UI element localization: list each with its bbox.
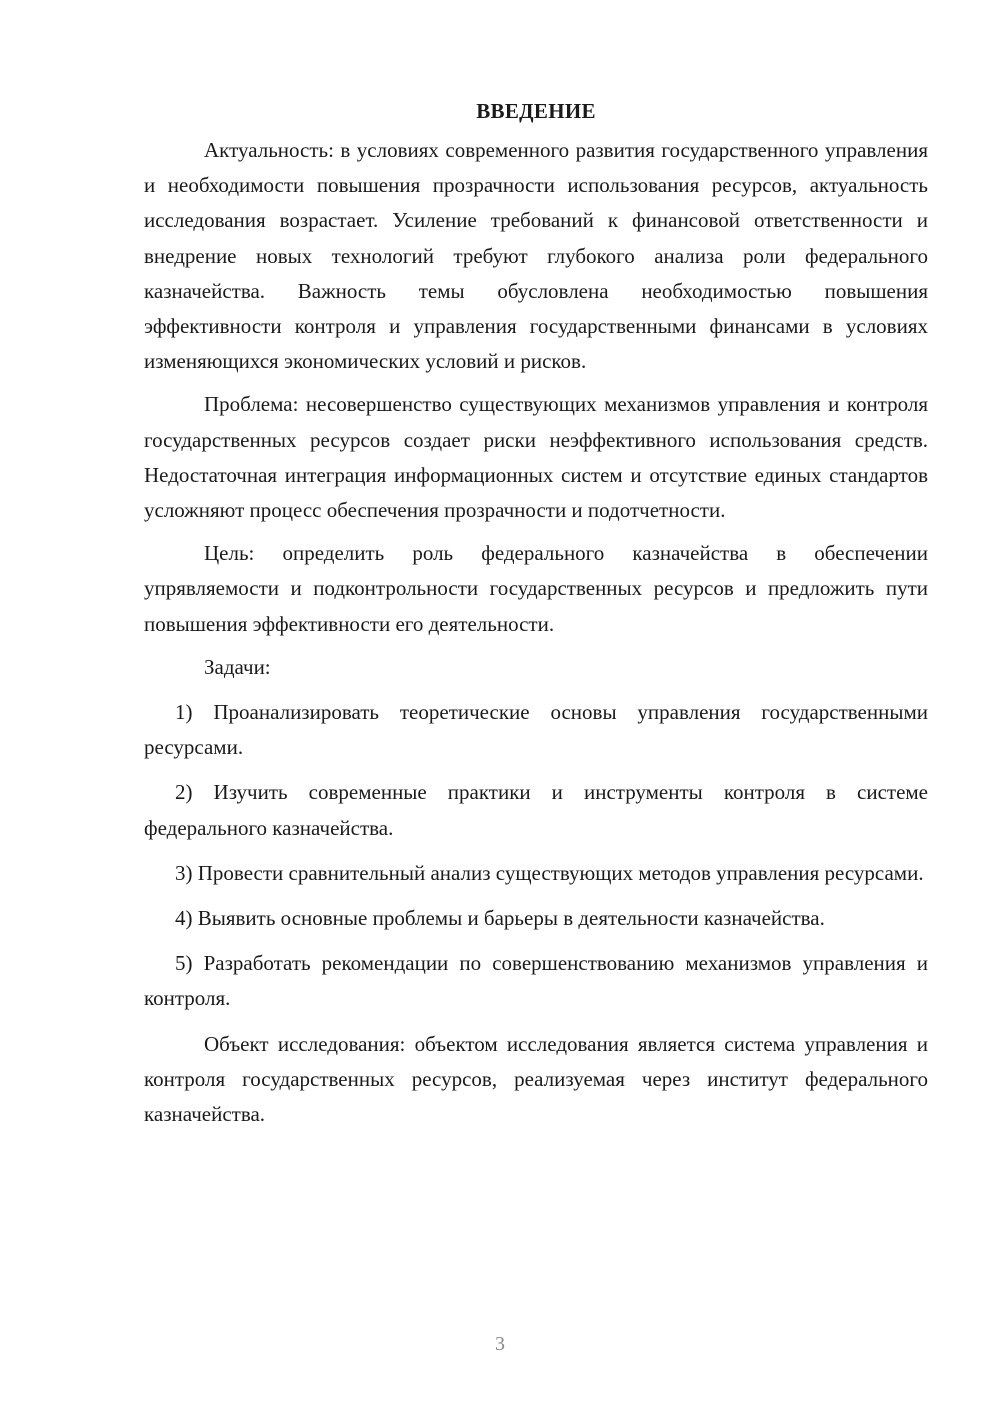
document-page	[144, 95, 928, 1140]
paragraph-relevance: Актуальность: в условиях современного развития государственного управления и необходимости повышения прозрачности использования ресурсов, актуальность исследования возрастает. Усиление требований к финансовой ответственности и внедрение новых технологий требуют глубокого анализа роли федерального казначейства. Важность темы обусловлена необходимостью повышения эффективности контроля и управления государственными финансами в условиях изменяющихся экономических условий и рисков.	[144, 138, 928, 374]
task-item-2: 2) Изучить современные практики и инструменты контроля в системе федерального казначейства.	[144, 780, 928, 840]
task-item-5: 5) Разработать рекомендации по совершенствованию механизмов управления и контроля.	[144, 951, 928, 1011]
task-item-3: 3) Провести сравнительный анализ существующих методов управления ресурсами.	[175, 860, 924, 885]
section-heading: ВВЕДЕНИЕ	[476, 99, 596, 123]
paragraph-object: Объект исследования: объектом исследования является система управления и контроля государственных ресурсов, реализуемая через институт федерального казначейства.	[144, 1031, 928, 1127]
page-number: 3	[495, 1333, 505, 1355]
task-item-1: 1) Проанализировать теоретические основы управления государственными ресурсами.	[144, 700, 928, 760]
task-item-4: 4) Выявить основные проблемы и барьеры в деятельности казначейства.	[175, 906, 825, 931]
tasks-label: Задачи:	[204, 654, 271, 679]
paragraph-problem: Проблема: несовершенство существующих механизмов управления и контроля государственных ресурсов создает риски неэффективного использования средств. Недостаточная интеграция информационных систем и отсутствие единых стандартов усложняют процесс обеспечения прозрачности и подотчетности.	[144, 392, 928, 523]
paragraph-goal: Цель: определить роль федерального казначейства в обеспечении упрявляемости и подконтрольности государственных ресурсов и предложить пути повышения эффективности его деятельности.	[144, 541, 928, 636]
